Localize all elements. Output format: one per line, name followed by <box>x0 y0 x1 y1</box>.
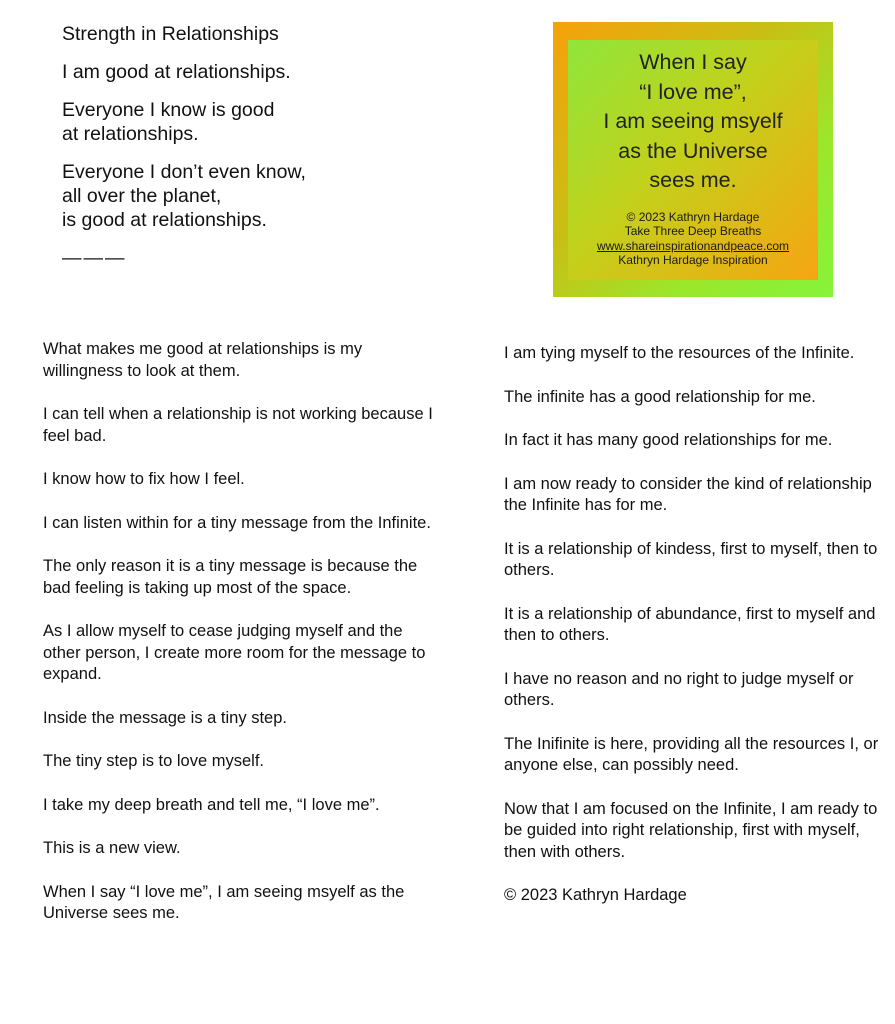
left-column <box>43 339 438 947</box>
card-quote-line: “I love me”, <box>639 79 747 104</box>
poem-line: Everyone I know is good at relationships. <box>62 99 275 145</box>
paragraph: Inside the message is a tiny step. <box>43 708 287 727</box>
paragraph: It is a relationship of abundance, first to myself and then to others. <box>504 604 876 644</box>
paragraph: I take my deep breath and tell me, “I love me”. <box>43 795 380 814</box>
paragraph: I am now ready to consider the kind of relationship the Infinite has for me. <box>504 474 872 514</box>
paragraph: The only reason it is a tiny message is because the bad feeling is taking up most of the space. <box>43 557 418 597</box>
right-column <box>504 343 889 929</box>
paragraph: I have no reason and no right to judge myself or others. <box>504 669 854 709</box>
paragraph: The Inifinite is here, providing all the resources I, or anyone else, can possibly need. <box>504 734 879 774</box>
card-quote-line: I am seeing msyelf <box>603 109 783 133</box>
card-quote <box>568 48 818 196</box>
quote-card-inner <box>568 40 818 280</box>
paragraph: I am tying myself to the resources of the Infinite. <box>504 344 855 362</box>
paragraph: What makes me good at relationships is my willingness to look at them. <box>43 340 363 380</box>
card-website-link[interactable]: www.shareinspirationandpeace.com <box>596 238 790 253</box>
paragraph: I can tell when a relationship is not working because I feel bad. <box>43 405 433 445</box>
poem-block <box>62 22 522 284</box>
paragraph: The tiny step is to love myself. <box>43 752 265 770</box>
paragraph: This is a new view. <box>43 839 181 857</box>
card-copyright: © 2023 Kathryn Hardage <box>626 209 760 224</box>
paragraph: It is a relationship of kindess, first to myself, then to others. <box>504 539 878 579</box>
card-quote-line: When I say <box>639 50 747 74</box>
paragraph: In fact it has many good relationships for me. <box>504 431 833 449</box>
poem-line: I am good at relationships. <box>62 61 291 83</box>
copyright-footer: © 2023 Kathryn Hardage <box>504 886 687 904</box>
paragraph: When I say “I love me”, I am seeing msyelf as the Universe sees me. <box>43 882 405 922</box>
card-series: Take Three Deep Breaths <box>624 224 762 238</box>
card-brand: Kathryn Hardage Inspiration <box>618 253 768 267</box>
quote-card <box>553 22 833 297</box>
paragraph: As I allow myself to cease judging myself and the other person, I create more room for the message to expand. <box>43 622 426 683</box>
paragraph: I can listen within for a tiny message from the Infinite. <box>43 513 431 532</box>
card-credits <box>568 210 818 268</box>
poem-line: Everyone I don’t even know, all over the planet, is good at relationships. <box>62 161 306 231</box>
paragraph: The infinite has a good relationship for me. <box>504 387 816 406</box>
paragraph: I know how to fix how I feel. <box>43 470 245 488</box>
poem-title: Strength in Relationships <box>62 23 279 45</box>
poem-separator: ——— <box>62 247 127 269</box>
card-quote-line: sees me. <box>649 168 737 192</box>
paragraph: Now that I am focused on the Infinite, I am ready to be guided into right relationship, first with myself, then with others. <box>504 799 878 861</box>
card-quote-line: as the Universe <box>618 138 768 163</box>
